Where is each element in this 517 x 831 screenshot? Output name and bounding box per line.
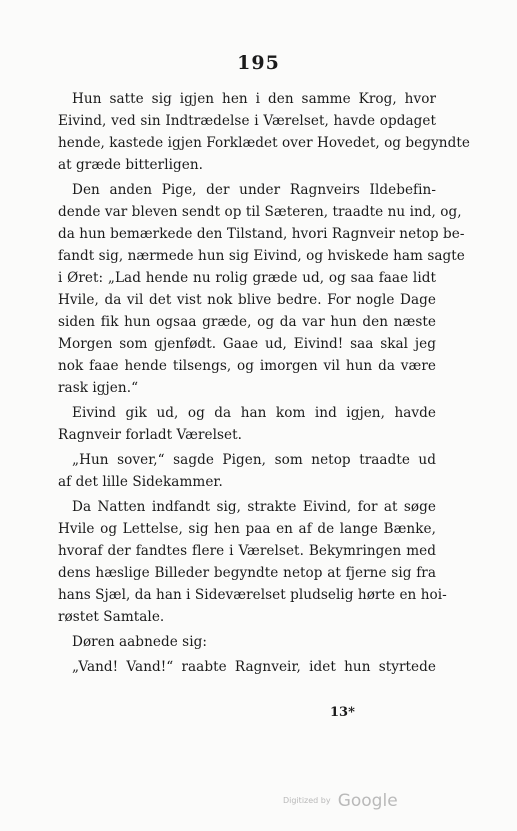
text-line: Hvile, da vil det vist nok blive bedre. For nogle Dage bbox=[58, 292, 436, 308]
text-line: nok faae hende tilsengs, og imorgen vil hun da være bbox=[58, 358, 436, 374]
text-line: Døren aabnede sig: bbox=[72, 634, 207, 650]
text-line: Ragnveir forladt Værelset. bbox=[58, 427, 242, 443]
digitized-watermark bbox=[283, 790, 398, 811]
text-line: røstet Samtale. bbox=[58, 609, 165, 625]
text-line: Eivind, ved sin Indtrædelse i Værelset, havde opdaget bbox=[58, 113, 436, 129]
text-line: hvoraf der fandtes flere i Værelset. Bekymringen med bbox=[58, 543, 436, 559]
text-line: af det lille Sidekammer. bbox=[58, 474, 223, 490]
text-line: at græde bitterligen. bbox=[58, 157, 204, 173]
page-number: 195 bbox=[237, 52, 280, 74]
body-text bbox=[58, 88, 470, 678]
text-line: Den anden Pige, der under Ragnveirs Ildebefin- bbox=[72, 182, 436, 198]
text-line: hans Sjæl, da han i Sideværelset pludselig hørte en hoi- bbox=[58, 587, 447, 603]
text-line: rask igjen.“ bbox=[58, 380, 139, 396]
digitized-prefix: Digitized by bbox=[283, 796, 331, 805]
text-line: Hvile og Lettelse, sig hen paa en af de lange Bænke, bbox=[58, 521, 436, 537]
text-line: hende, kastede igjen Forklædet over Hovedet, og begyndte bbox=[58, 135, 470, 151]
text-line: Da Natten indfandt sig, strakte Eivind, for at søge bbox=[72, 499, 436, 515]
text-line: dens hæslige Billeder begyndte netop at fjerne sig fra bbox=[58, 565, 436, 581]
text-line: siden fik hun ogsaa græde, og da var hun den næste bbox=[58, 314, 436, 330]
text-line: „Hun sover,“ sagde Pigen, som netop traadte ud bbox=[72, 452, 436, 468]
text-line: Eivind gik ud, og da han kom ind igjen, havde bbox=[72, 405, 436, 421]
signature-mark: 13* bbox=[330, 705, 355, 720]
google-logo-text: Google bbox=[337, 790, 398, 811]
text-line: dende var bleven sendt op til Sæteren, traadte nu ind, og, bbox=[58, 204, 462, 220]
text-line: „Vand! Vand!“ raabte Ragnveir, idet hun styrtede bbox=[72, 659, 436, 675]
text-line: Morgen som gjenfødt. Gaae ud, Eivind! saa skal jeg bbox=[58, 336, 436, 352]
text-line: fandt sig, nærmede hun sig Eivind, og hviskede ham sagte bbox=[58, 248, 465, 264]
text-line: Hun satte sig igjen hen i den samme Krog, hvor bbox=[72, 91, 436, 107]
text-line: da hun bemærkede den Tilstand, hvori Ragnveir netop be- bbox=[58, 226, 465, 242]
text-line: i Øret: „Lad hende nu rolig græde ud, og saa faae lidt bbox=[58, 270, 436, 286]
